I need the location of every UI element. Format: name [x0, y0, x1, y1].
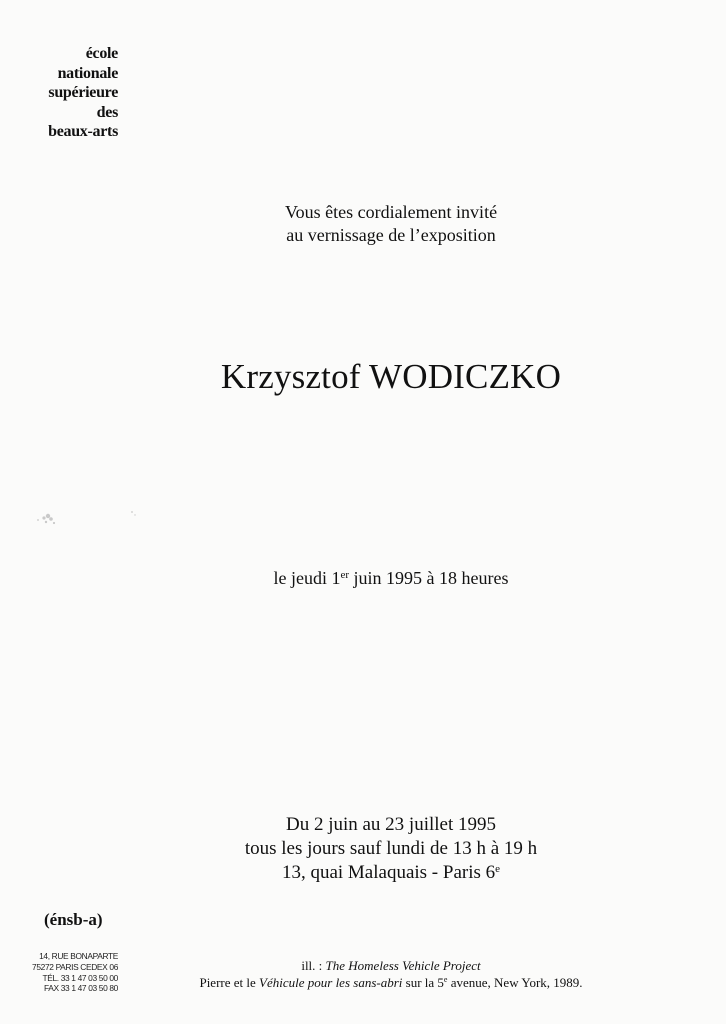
exhibition-address-main: 13, quai Malaquais - Paris 6	[281, 862, 496, 883]
invitation-text	[0, 201, 726, 247]
opening-date	[0, 566, 726, 590]
credits-text: Pierre et le	[199, 975, 260, 990]
exhibition-address-sup: e	[495, 863, 501, 875]
artist-first-name: Krzysztof	[220, 357, 361, 396]
credits-project-title: The Homeless Vehicle Project	[325, 958, 481, 973]
school-name-line: beaux-arts	[48, 123, 118, 140]
address-line: TÉL. 33 1 47 03 50 00	[42, 972, 118, 983]
address-line: 14, RUE BONAPARTE	[39, 951, 118, 961]
exhibition-hours: tous les jours sauf lundi de 13 h à 19 h	[244, 838, 538, 859]
school-name-line: des	[96, 103, 118, 121]
credits-text: sur la 5	[402, 975, 444, 990]
paper-specks-decoration	[30, 506, 140, 536]
exhibition-dates: Du 2 juin au 23 juillet 1995	[285, 814, 497, 835]
artist-last-name: WODICZKO	[369, 357, 562, 396]
exhibition-info	[0, 813, 726, 885]
artist-name	[0, 355, 726, 399]
exhibition-address	[0, 861, 726, 885]
opening-date-prefix: le jeudi 1	[273, 568, 341, 588]
school-acronym: (énsb-a)	[44, 910, 103, 929]
credits-italic-text: Véhicule	[259, 975, 305, 990]
illustration-credits	[0, 957, 726, 991]
credits-italic-text: pour les sans-abri	[307, 975, 403, 990]
invitation-line: au vernissage de l’exposition	[286, 225, 496, 245]
credits-sup: e	[443, 975, 448, 984]
credits-line-2	[0, 974, 726, 991]
credits-text: avenue, New York, 1989.	[447, 975, 583, 990]
credits-ill-prefix: ill. :	[301, 958, 326, 973]
school-name-line: nationale	[57, 64, 118, 82]
school-name-line: école	[85, 45, 118, 62]
school-name	[20, 44, 118, 142]
opening-date-suffix: juin 1995 à 18 heures	[349, 568, 509, 588]
school-name-line: supérieure	[48, 84, 118, 101]
credits-line-1	[0, 957, 726, 974]
invitation-line: Vous êtes cordialement invité	[284, 202, 498, 222]
address-line: FAX 33 1 47 03 50 80	[43, 983, 118, 994]
address-line: 75272 PARIS CEDEX 06	[32, 961, 118, 972]
opening-date-ordinal: er	[340, 569, 350, 581]
